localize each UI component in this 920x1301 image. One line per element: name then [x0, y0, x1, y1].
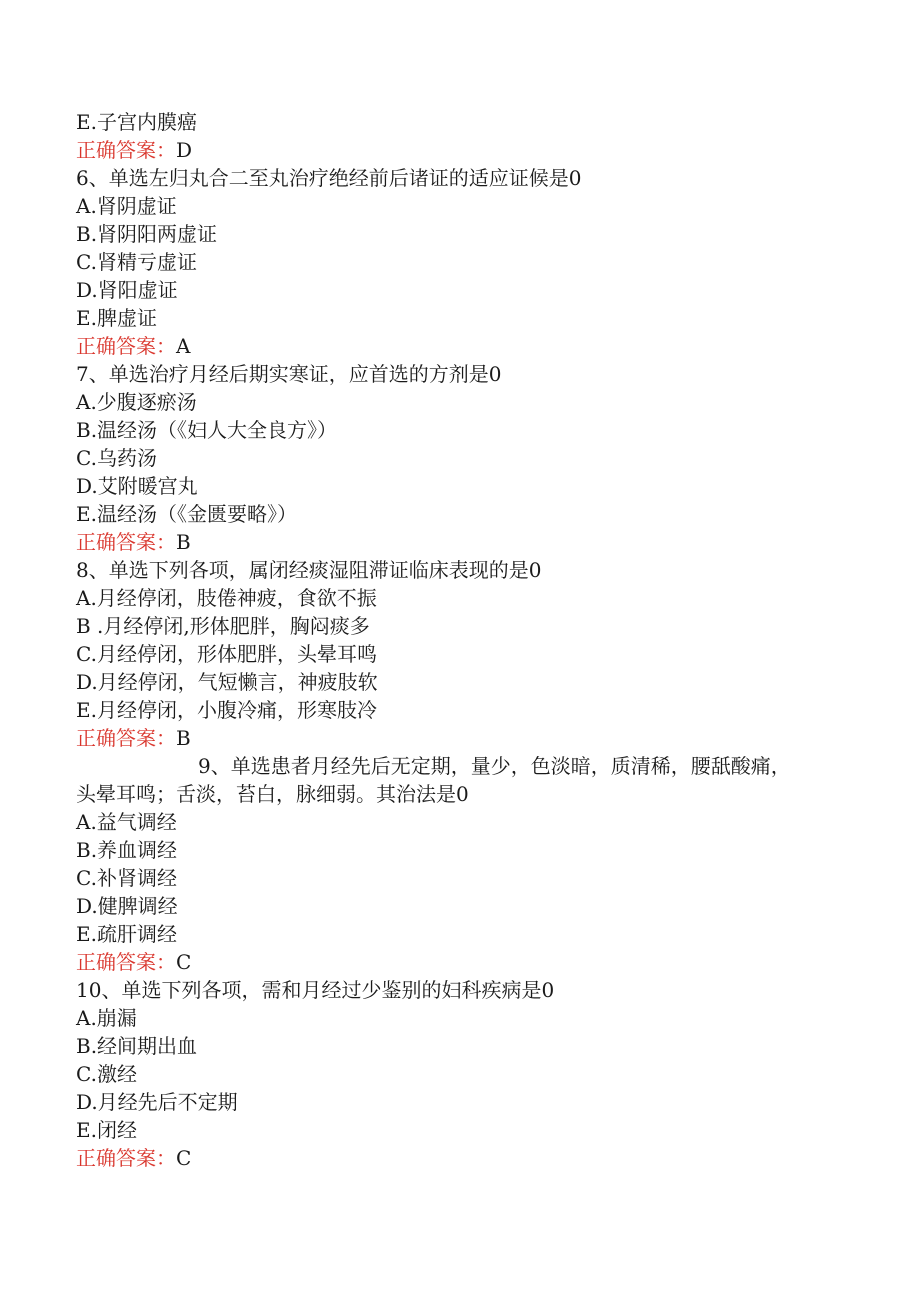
document-page [76, 108, 816, 1172]
option-line: E.闭经 [76, 1118, 137, 1142]
option-line: C.肾精亏虚证 [76, 250, 197, 274]
answer-line [76, 1144, 816, 1172]
question-line: 9、单选患者月经先后无定期，量少，色淡暗，质清稀，腰舐酸痛，头晕耳鸣；舌淡，苔白，脉细弱。其治法是0 [76, 754, 791, 806]
option-line: A.少腹逐瘀汤 [76, 390, 197, 414]
question-line: 6、单选左归丸合二至丸治疗绝经前后诸证的适应证候是0 [76, 166, 582, 190]
option-line: E.月经停闭，小腹冷痛，形寒肢冷 [76, 698, 377, 722]
option-line: B.肾阴阳两虚证 [76, 222, 218, 246]
answer-label: 正确答案： [76, 1146, 176, 1170]
option-line: D.肾阳虚证 [76, 278, 178, 302]
option-line: B.温经汤（《妇人大全良方》） [76, 418, 338, 442]
option-line: C.乌药汤 [76, 446, 157, 470]
answer-label: 正确答案： [76, 726, 176, 750]
answer-line [76, 136, 816, 164]
answer-label: 正确答案： [76, 950, 176, 974]
option-line: E.温经汤（《金匮要略》） [76, 502, 297, 526]
answer-value: D [176, 138, 193, 162]
option-line: B .月经停闭,形体肥胖，胸闷痰多 [76, 614, 370, 638]
option-line: A.益气调经 [76, 810, 177, 834]
answer-value: B [176, 530, 191, 554]
question-line: 7、单选治疗月经后期实寒证，应首选的方剂是0 [76, 362, 502, 386]
question-line: 10、单选下列各项，需和月经过少鉴别的妇科疾病是0 [76, 978, 555, 1002]
option-line: A.肾阴虚证 [76, 194, 177, 218]
option-line: E.疏肝调经 [76, 922, 177, 946]
option-line: C.激经 [76, 1062, 137, 1086]
option-line: E.子宫内膜癌 [76, 110, 197, 134]
question-line: 8、单选下列各项，属闭经痰湿阻滞证临床表现的是0 [76, 558, 542, 582]
answer-label: 正确答案： [76, 530, 176, 554]
option-line: B.经间期出血 [76, 1034, 198, 1058]
answer-label: 正确答案： [76, 334, 176, 358]
option-line: E.脾虚证 [76, 306, 157, 330]
answer-value: A [176, 334, 191, 358]
answer-line [76, 528, 816, 556]
option-line: C.月经停闭，形体肥胖，头晕耳鸣 [76, 642, 377, 666]
option-line: D.健脾调经 [76, 894, 178, 918]
answer-value: C [176, 950, 192, 974]
option-line: D.月经先后不定期 [76, 1090, 238, 1114]
option-line: A.崩漏 [76, 1006, 137, 1030]
option-line: C.补肾调经 [76, 866, 177, 890]
option-line: B.养血调经 [76, 838, 178, 862]
option-line: D.月经停闭，气短懒言，神疲肢软 [76, 670, 378, 694]
option-line: A.月经停闭，肢倦神疲，食欲不振 [76, 586, 377, 610]
answer-value: B [176, 726, 191, 750]
answer-line [76, 948, 816, 976]
answer-line [76, 724, 816, 752]
option-line: D.艾附暖宫丸 [76, 474, 198, 498]
answer-line [76, 332, 816, 360]
answer-value: C [176, 1146, 192, 1170]
answer-label: 正确答案： [76, 138, 176, 162]
